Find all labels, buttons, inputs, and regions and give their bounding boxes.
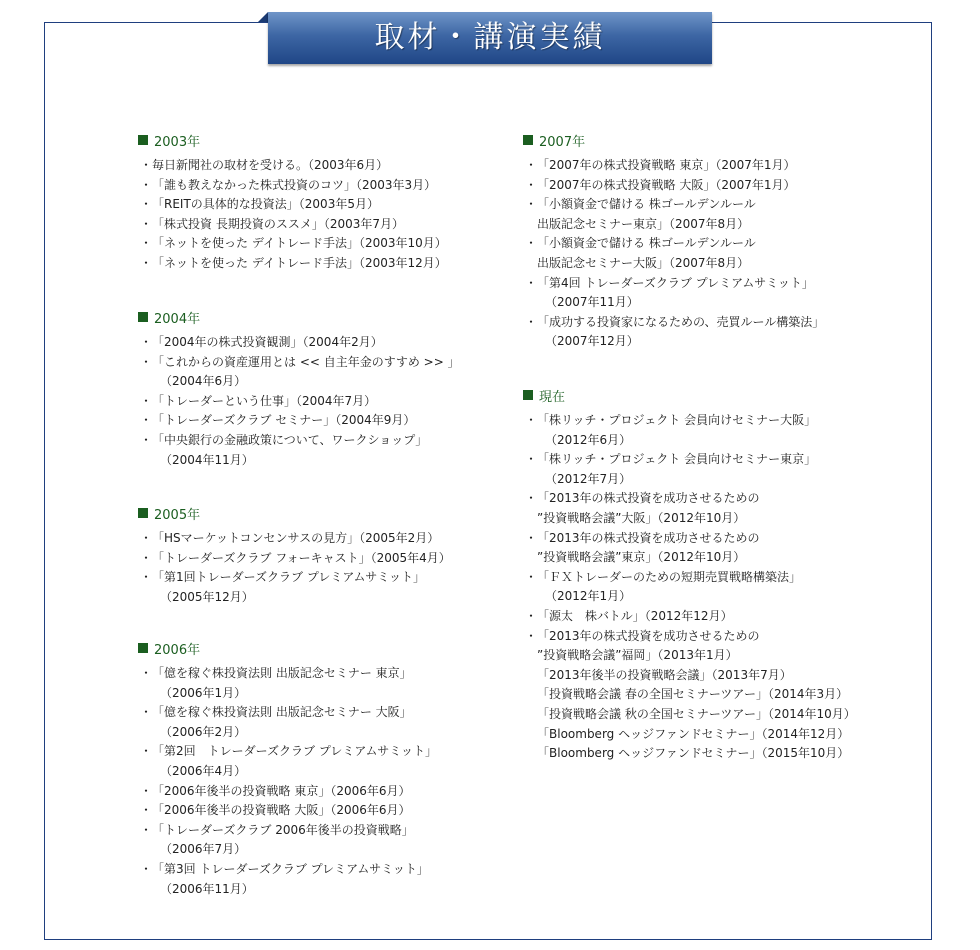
- item-text: 「株式投資 長期投資のススメ」（2003年7月）: [152, 216, 404, 231]
- dot-bullet-icon: ・: [140, 666, 153, 680]
- item-text: 「第3回 トレーダーズクラブ プレミアムサミット」: [152, 861, 429, 876]
- list-item: [138, 234, 447, 254]
- list-item: [138, 431, 460, 470]
- list-item: [138, 529, 451, 549]
- dot-bullet-icon: ・: [140, 335, 153, 349]
- dot-bullet-icon: ・: [140, 783, 153, 798]
- item-text: 「億を稼ぐ株投資法則 出版記念セミナー 東京」: [152, 666, 412, 680]
- item-text: （2012年6月）: [545, 432, 632, 447]
- item-text: 「2013年後半の投資戦略会議」（2013年7月）: [537, 667, 792, 682]
- dot-bullet-icon: ・: [525, 158, 538, 172]
- item-text: 「2006年後半の投資戦略 大阪」（2006年6月）: [152, 803, 411, 818]
- item-text: 「成功する投資家になるための、売買ルール構築法」: [537, 314, 825, 329]
- item-list: [138, 529, 451, 607]
- section-right-0: [523, 130, 824, 352]
- dot-bullet-icon: ・: [140, 861, 153, 876]
- item-text: 毎日新聞社の取材を受ける。（2003年6月）: [152, 158, 389, 172]
- item-text: 「トレーダーズクラブ フォーキャスト」（2005年4月）: [152, 550, 451, 565]
- item-text: 「ＦＸトレーダーのための短期売買戦略構築法」: [537, 569, 802, 584]
- item-text: ”投資戦略会議”大阪」（2012年10月）: [537, 510, 746, 525]
- list-item: [523, 411, 856, 450]
- item-text: （2004年6月）: [160, 374, 247, 389]
- item-text: 「これからの資産運用とは << 自主年金のすすめ >> 」: [152, 354, 460, 369]
- list-item: [523, 529, 856, 568]
- list-item: [138, 801, 437, 821]
- list-item: [138, 568, 451, 607]
- item-list: [523, 411, 856, 764]
- list-item: [138, 176, 447, 196]
- list-item: [138, 156, 447, 176]
- section-year: 2003年: [154, 134, 201, 150]
- dot-bullet-icon: ・: [140, 803, 153, 818]
- square-bullet-icon: [523, 135, 533, 145]
- item-text: （2006年2月）: [160, 724, 247, 739]
- item-list: [523, 156, 824, 352]
- section-left-3: [138, 638, 437, 899]
- dot-bullet-icon: ・: [525, 197, 538, 212]
- section-heading: [138, 638, 437, 658]
- item-text: 「2013年の株式投資を成功させるための: [537, 628, 760, 643]
- item-text: 「小額資金で儲ける 株ゴールデンルール: [537, 197, 756, 212]
- dot-bullet-icon: ・: [525, 628, 538, 643]
- section-left-1: [138, 307, 460, 470]
- dot-bullet-icon: ・: [525, 413, 538, 427]
- list-item: [523, 450, 856, 489]
- dot-bullet-icon: ・: [140, 354, 153, 369]
- item-text: 「トレーダーズクラブ セミナー」（2004年9月）: [152, 413, 416, 428]
- dot-bullet-icon: ・: [140, 255, 153, 270]
- item-text: 「ネットを使った デイトレード手法」（2003年12月）: [152, 255, 447, 270]
- item-list: [138, 333, 460, 470]
- item-text: 「投資戦略会議 春の全国セミナーツアー」（2014年3月）: [537, 687, 849, 702]
- item-text: 「第4回 トレーダーズクラブ プレミアムサミット」: [537, 275, 814, 290]
- item-text: ”投資戦略会議”東京」（2012年10月）: [537, 550, 746, 565]
- dot-bullet-icon: ・: [140, 570, 153, 585]
- section-left-2: [138, 503, 451, 607]
- dot-bullet-icon: ・: [140, 432, 153, 447]
- item-text: （2006年11月）: [160, 881, 254, 896]
- item-text: 「トレーダーという仕事」（2004年7月）: [152, 393, 377, 408]
- item-text: 出版記念セミナー東京」（2007年8月）: [537, 216, 750, 231]
- list-item: [523, 195, 824, 234]
- dot-bullet-icon: ・: [525, 491, 538, 506]
- list-item: [138, 703, 437, 742]
- item-text: （2004年11月）: [160, 452, 254, 467]
- list-item: [138, 195, 447, 215]
- list-item: [138, 742, 437, 781]
- list-item: [138, 392, 460, 412]
- dot-bullet-icon: ・: [140, 158, 153, 172]
- section-heading: [138, 503, 451, 523]
- dot-bullet-icon: ・: [140, 531, 153, 545]
- item-text: （2007年11月）: [545, 295, 639, 310]
- list-item: [138, 333, 460, 353]
- dot-bullet-icon: ・: [140, 197, 153, 212]
- list-item: [523, 627, 856, 764]
- section-year: 2005年: [154, 507, 201, 523]
- list-item: [523, 156, 824, 176]
- item-text: 「2013年の株式投資を成功させるための: [537, 491, 760, 506]
- item-text: 「小額資金で儲ける 株ゴールデンルール: [537, 236, 756, 251]
- dot-bullet-icon: ・: [140, 705, 153, 720]
- list-item: [523, 489, 856, 528]
- dot-bullet-icon: ・: [525, 608, 538, 623]
- dot-bullet-icon: ・: [140, 822, 153, 837]
- section-year: 現在: [539, 389, 566, 405]
- item-text: 「誰も教えなかった株式投資のコツ」（2003年3月）: [152, 177, 437, 192]
- dot-bullet-icon: ・: [140, 393, 153, 408]
- section-heading: [138, 130, 447, 150]
- list-item: [138, 215, 447, 235]
- list-item: [138, 664, 437, 703]
- item-text: 「株リッチ・プロジェクト 会員向けセミナー大阪」: [537, 413, 817, 427]
- item-text: 「2007年の株式投資戦略 東京」（2007年1月）: [537, 158, 796, 172]
- dot-bullet-icon: ・: [525, 236, 538, 251]
- item-text: 「2013年の株式投資を成功させるための: [537, 530, 760, 545]
- item-text: 「中央銀行の金融政策について、ワークショップ」: [152, 432, 428, 447]
- item-text: 「株リッチ・プロジェクト 会員向けセミナー東京」: [537, 452, 817, 467]
- item-text: 「Bloomberg ヘッジファンドセミナー」（2014年12月）: [537, 726, 850, 741]
- dot-bullet-icon: ・: [525, 314, 538, 329]
- dot-bullet-icon: ・: [140, 413, 153, 428]
- item-text: （2005年12月）: [160, 589, 254, 604]
- item-text: （2012年1月）: [545, 589, 632, 604]
- dot-bullet-icon: ・: [140, 177, 153, 192]
- list-item: [523, 607, 856, 627]
- list-item: [523, 176, 824, 196]
- square-bullet-icon: [138, 643, 148, 653]
- item-text: （2006年7月）: [160, 842, 247, 857]
- square-bullet-icon: [138, 508, 148, 518]
- item-text: （2007年12月）: [545, 334, 639, 349]
- list-item: [523, 234, 824, 273]
- square-bullet-icon: [138, 135, 148, 145]
- square-bullet-icon: [523, 390, 533, 400]
- dot-bullet-icon: ・: [140, 216, 153, 231]
- item-text: （2006年4月）: [160, 763, 247, 778]
- list-item: [138, 860, 437, 899]
- section-year: 2004年: [154, 311, 201, 327]
- item-text: 「第1回トレーダーズクラブ プレミアムサミット」: [152, 570, 426, 585]
- list-item: [138, 782, 437, 802]
- item-text: （2012年7月）: [545, 471, 632, 486]
- section-year: 2006年: [154, 642, 201, 658]
- list-item: [523, 313, 824, 352]
- item-text: 「HSマーケットコンセンサスの見方」（2005年2月）: [152, 531, 440, 545]
- section-right-1: [523, 385, 856, 764]
- item-text: 「トレーダーズクラブ 2006年後半の投資戦略」: [152, 822, 414, 837]
- list-item: [138, 821, 437, 860]
- dot-bullet-icon: ・: [525, 530, 538, 545]
- item-text: 「REITの具体的な投資法」（2003年5月）: [152, 197, 379, 212]
- item-text: 「2007年の株式投資戦略 大阪」（2007年1月）: [537, 177, 796, 192]
- dot-bullet-icon: ・: [525, 452, 538, 467]
- item-text: 「億を稼ぐ株投資法則 出版記念セミナー 大阪」: [152, 705, 412, 720]
- item-list: [138, 664, 437, 899]
- section-year: 2007年: [539, 134, 586, 150]
- item-text: 「第2回 トレーダーズクラブ プレミアムサミット」: [152, 744, 438, 759]
- dot-bullet-icon: ・: [525, 275, 538, 290]
- list-item: [523, 274, 824, 313]
- page-title: 取材・講演実績: [374, 20, 606, 55]
- item-text: （2006年1月）: [160, 685, 247, 700]
- item-text: 「2006年後半の投資戦略 東京」（2006年6月）: [152, 783, 411, 798]
- section-left-0: [138, 130, 447, 274]
- dot-bullet-icon: ・: [140, 550, 153, 565]
- list-item: [523, 568, 856, 607]
- dot-bullet-icon: ・: [525, 569, 538, 584]
- dot-bullet-icon: ・: [140, 236, 153, 251]
- dot-bullet-icon: ・: [140, 744, 153, 759]
- item-text: 「源太 株バトル」（2012年12月）: [537, 608, 733, 623]
- item-text: 「Bloomberg ヘッジファンドセミナー」（2015年10月）: [537, 746, 850, 761]
- item-text: 「ネットを使った デイトレード手法」（2003年10月）: [152, 236, 447, 251]
- item-text: 出版記念セミナー大阪」（2007年8月）: [537, 255, 750, 270]
- item-text: 「2004年の株式投資観測」（2004年2月）: [152, 335, 383, 349]
- section-heading: [523, 385, 856, 405]
- item-list: [138, 156, 447, 274]
- section-heading: [138, 307, 460, 327]
- list-item: [138, 353, 460, 392]
- list-item: [138, 549, 451, 569]
- section-heading: [523, 130, 824, 150]
- list-item: [138, 254, 447, 274]
- banner-tab: [258, 12, 268, 22]
- square-bullet-icon: [138, 312, 148, 322]
- dot-bullet-icon: ・: [525, 177, 538, 192]
- list-item: [138, 411, 460, 431]
- item-text: ”投資戦略会議”福岡」（2013年1月）: [537, 648, 738, 663]
- item-text: 「投資戦略会議 秋の全国セミナーツアー」（2014年10月）: [537, 706, 856, 721]
